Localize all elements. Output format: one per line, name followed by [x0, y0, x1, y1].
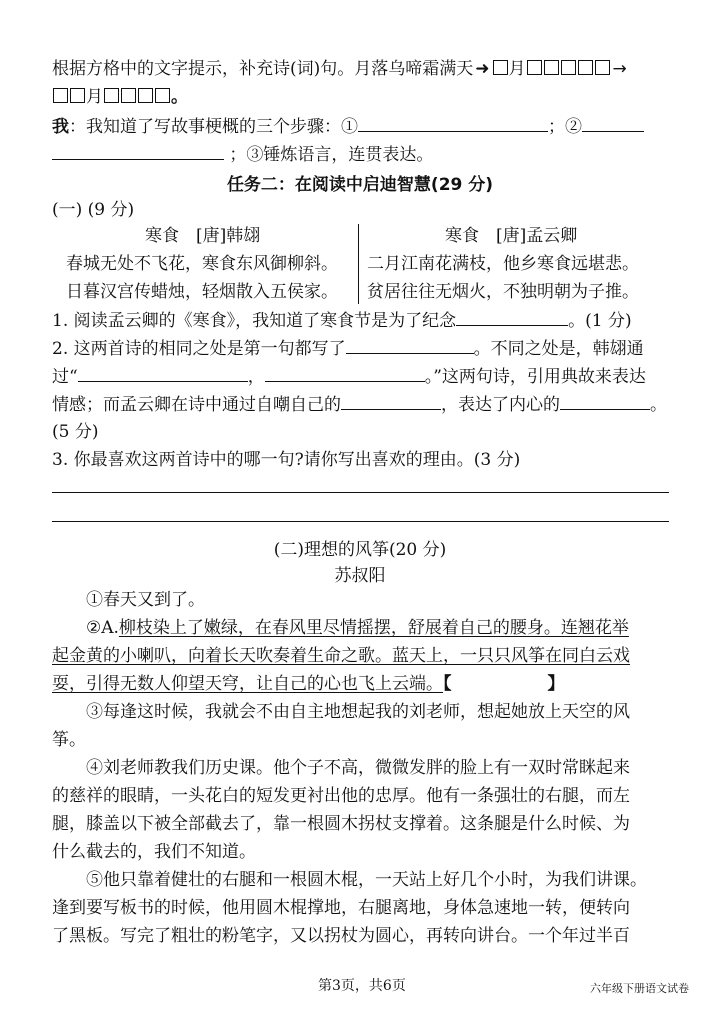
paragraph-4-line-4: 什么截去的，我们不知道。 [52, 842, 256, 862]
hint-line-2: 月 。 [52, 86, 188, 108]
answer-box[interactable] [53, 88, 68, 103]
me-label: 我 [52, 117, 69, 137]
poem-right-line-2: 贫居往往无烟火，不独明朝为子推。 [367, 282, 639, 302]
poem-right-line-1: 二月江南花满枝，他乡寒食远堪悲。 [367, 254, 639, 274]
answer-blank[interactable] [346, 337, 474, 354]
answer-box[interactable] [527, 60, 542, 75]
underlined-text: 耍，引得无数人仰望天穹，让自己的心也飞上云端。 [52, 674, 443, 694]
answer-blank[interactable] [358, 115, 548, 132]
paragraph-3-line-1: ③每逢这时候，我就会不由自主地想起我的刘老师，想起她放上天空的风 [86, 702, 630, 722]
page-number: 第3页，共6页 [318, 978, 406, 994]
paragraph-5-line-1: ⑤他只靠着健壮的右腿和一根圆木棍，一天站上好几个小时，为我们讲课。 [86, 870, 647, 890]
paragraph-5-line-3: 了黑板。写完了粗壮的粉笔字，又以拐杖为圆心，再转向讲台。一个年过半百 [52, 926, 630, 946]
answer-bracket-close: 】 [547, 674, 565, 694]
question-2-score: (5 分) [52, 422, 99, 442]
question-2-text: ，表达了内心的 [441, 395, 560, 415]
answer-blank[interactable] [265, 365, 425, 382]
paragraph-3-line-2: 筝。 [52, 730, 86, 750]
answer-blank[interactable] [582, 115, 644, 132]
question-2-text: 。不同之处是，韩翃通 [473, 339, 644, 359]
answer-box[interactable] [70, 88, 85, 103]
article-author: 苏叔阳 [334, 566, 386, 586]
paragraph-4-line-2: 的慈祥的眼睛，一头花白的短发更衬出他的忠厚。他有一条强壮的右腿，而左 [52, 786, 630, 806]
answer-blank[interactable] [52, 143, 224, 160]
answer-box[interactable] [544, 60, 559, 75]
box-hint-month: 月 [86, 87, 103, 107]
answer-box[interactable] [561, 60, 576, 75]
question-2-text: 。”这两句诗，引用典故来表达 [424, 367, 646, 387]
answer-box[interactable] [138, 88, 153, 103]
question-2-text: 。 [650, 395, 667, 415]
steps-line-1 [52, 115, 644, 138]
box-hint-month: 月 [508, 59, 526, 79]
paragraph-4-line-1: ④刘老师教我们历史课。他个子不高，微微发胖的脸上有一双时常眯起来 [86, 758, 630, 778]
answer-box[interactable] [578, 60, 593, 75]
answer-blank[interactable] [78, 365, 248, 382]
answer-blank[interactable] [560, 393, 650, 410]
answer-blank[interactable] [341, 393, 441, 410]
right-arrow-icon: → [612, 59, 627, 79]
paragraph-4-line-3: 腿，膝盖以下被全部截去了，靠一根圆木拐杖支撑着。这条腿是什么时候、为 [52, 814, 630, 834]
section1-heading: (一) (9 分) [52, 200, 135, 220]
answer-line[interactable] [52, 492, 669, 493]
answer-box[interactable] [155, 88, 170, 103]
question-1 [52, 309, 632, 332]
paragraph-1: ①春天又到了。 [86, 590, 205, 610]
steps-line-2 [52, 143, 433, 166]
step2-label: ；② [548, 117, 582, 137]
answer-box[interactable] [104, 88, 119, 103]
paragraph-2-line-3 [52, 673, 565, 695]
poem-divider [358, 224, 359, 304]
question-2-text: 过“ [52, 367, 78, 387]
exam-name: 六年级下册语文试卷 [590, 982, 689, 995]
question-2-text: 情感；而孟云卿在诗中通过自嘲自己的 [52, 395, 341, 415]
hint-text: 根据方格中的文字提示，补充诗(词)句。月落乌啼霜满天 [52, 59, 474, 79]
answer-bracket-open: 【 [443, 674, 452, 694]
poem-left-line-2: 日暮汉宫传蜡烛，轻烟散入五侯家。 [66, 282, 338, 302]
steps-text: ：我知道了写故事梗概的三个步骤：① [69, 117, 358, 137]
answer-blank[interactable] [456, 309, 568, 326]
paragraph-2-line-2: 起金黄的小喇叭，向着长天吹奏着生命之歌。蓝天上，一只只风筝在同白云戏 [52, 646, 630, 666]
question-1-score: 。(1 分) [568, 311, 632, 331]
question-1-text: 1. 阅读孟云卿的《寒食》，我知道了寒食节是为了纪念 [52, 311, 457, 331]
task2-title: 任务二：在阅读中启迪智慧(29 分) [226, 175, 494, 195]
answer-box[interactable] [595, 60, 610, 75]
poem-left-title: 寒食 [唐]韩翃 [145, 226, 261, 246]
question-2-text: 2. 这两首诗的相同之处是第一句都写了 [52, 339, 346, 359]
question-3: 3. 你最喜欢这两首诗中的哪一句?请你写出喜欢的理由。(3 分) [52, 450, 521, 470]
paragraph-5-line-2: 逢到要写板书的时候，他用圆木棍撑地，右腿离地，身体急速地一转，便转向 [52, 898, 630, 918]
answer-line[interactable] [52, 521, 669, 522]
right-arrow-icon: ➜ [475, 59, 490, 79]
hint-line-1 [52, 58, 629, 80]
underlined-text: 柳枝染上了嫩绿，在春风里尽情摇摆，舒展着自己的腰身。连翘花举 [118, 618, 629, 638]
section2-heading: (二)理想的风筝(20 分) [273, 540, 447, 560]
question-2-line-2 [52, 365, 646, 388]
paragraph-2-line-1 [86, 617, 629, 639]
answer-box[interactable] [121, 88, 136, 103]
poem-right-title: 寒食 [唐]孟云卿 [445, 226, 578, 246]
step3-text: ；③锤炼语言，连贯表达。 [229, 145, 434, 165]
question-2-line-1 [52, 337, 644, 360]
question-2-line-3 [52, 393, 667, 416]
poem-left-line-1: 春城无处不飞花，寒食东风御柳斜。 [66, 254, 338, 274]
paragraph-2-label: ②A. [86, 618, 119, 638]
question-2-text: ， [247, 367, 265, 387]
answer-box[interactable] [493, 60, 508, 75]
